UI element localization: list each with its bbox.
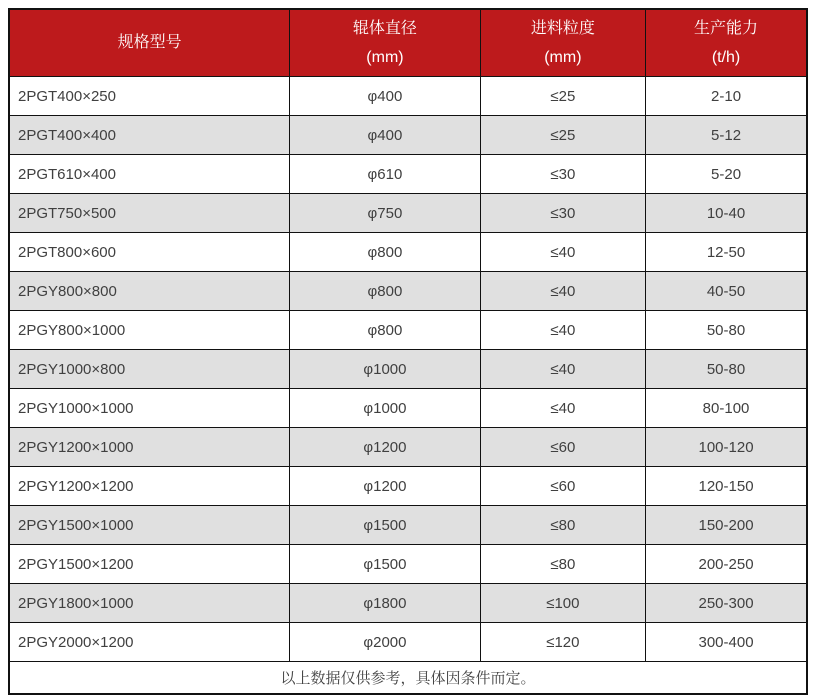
table-header (9, 9, 807, 77)
header-model-title: 规格型号 (117, 34, 182, 51)
table-row (9, 233, 807, 272)
header-diameter-unit: (mm) (366, 48, 404, 66)
model-cell: 2PGY1000×1000 (9, 389, 290, 428)
diameter-cell: φ750 (290, 194, 480, 233)
feed-size-cell: ≤60 (480, 467, 645, 506)
diameter-cell: φ1500 (290, 506, 480, 545)
table-row (9, 311, 807, 350)
table-row (9, 545, 807, 584)
feed-size-cell: ≤40 (480, 233, 645, 272)
feed-size-cell: ≤60 (480, 428, 645, 467)
feed-size-cell: ≤40 (480, 350, 645, 389)
model-cell: 2PGY1000×800 (9, 350, 290, 389)
table-row (9, 116, 807, 155)
feed-size-cell: ≤40 (480, 272, 645, 311)
feed-size-cell: ≤40 (480, 389, 645, 428)
diameter-cell: φ800 (290, 311, 480, 350)
table-row (9, 584, 807, 623)
capacity-cell: 12-50 (646, 233, 807, 272)
capacity-cell: 5-20 (646, 155, 807, 194)
footer-row (9, 662, 807, 695)
table-row (9, 77, 807, 116)
header-cell-capacity (646, 9, 807, 77)
feed-size-cell: ≤30 (480, 194, 645, 233)
model-cell: 2PGT610×400 (9, 155, 290, 194)
capacity-cell: 250-300 (646, 584, 807, 623)
capacity-cell: 150-200 (646, 506, 807, 545)
capacity-cell: 2-10 (646, 77, 807, 116)
diameter-cell: φ1500 (290, 545, 480, 584)
table-footer (9, 662, 807, 695)
model-cell: 2PGY1500×1000 (9, 506, 290, 545)
capacity-cell: 80-100 (646, 389, 807, 428)
diameter-cell: φ1200 (290, 467, 480, 506)
table-row (9, 272, 807, 311)
model-cell: 2PGY1200×1000 (9, 428, 290, 467)
model-cell: 2PGT400×250 (9, 77, 290, 116)
feed-size-cell: ≤80 (480, 545, 645, 584)
diameter-cell: φ1200 (290, 428, 480, 467)
table-body (9, 77, 807, 662)
model-cell: 2PGY2000×1200 (9, 623, 290, 662)
table-row (9, 428, 807, 467)
spec-table (8, 8, 808, 695)
model-cell: 2PGT800×600 (9, 233, 290, 272)
header-cell-diameter (290, 9, 480, 77)
header-feed-size-title: 进料粒度 (530, 19, 595, 37)
footnote: 以上数据仅供参考，具体因条件而定。 (9, 662, 807, 695)
table-row (9, 506, 807, 545)
model-cell: 2PGY1200×1200 (9, 467, 290, 506)
spec-table-container (8, 8, 808, 695)
diameter-cell: φ800 (290, 272, 480, 311)
model-cell: 2PGY800×1000 (9, 311, 290, 350)
capacity-cell: 40-50 (646, 272, 807, 311)
capacity-cell: 10-40 (646, 194, 807, 233)
table-row (9, 467, 807, 506)
diameter-cell: φ2000 (290, 623, 480, 662)
capacity-cell: 50-80 (646, 311, 807, 350)
model-cell: 2PGY1800×1000 (9, 584, 290, 623)
table-row (9, 389, 807, 428)
model-cell: 2PGT400×400 (9, 116, 290, 155)
diameter-cell: φ800 (290, 233, 480, 272)
feed-size-cell: ≤30 (480, 155, 645, 194)
capacity-cell: 120-150 (646, 467, 807, 506)
feed-size-cell: ≤100 (480, 584, 645, 623)
diameter-cell: φ1000 (290, 389, 480, 428)
feed-size-cell: ≤80 (480, 506, 645, 545)
header-diameter-title: 辊体直径 (352, 19, 417, 37)
diameter-cell: φ400 (290, 116, 480, 155)
header-cell-model (9, 9, 290, 77)
capacity-cell: 200-250 (646, 545, 807, 584)
diameter-cell: φ1800 (290, 584, 480, 623)
diameter-cell: φ400 (290, 77, 480, 116)
capacity-cell: 5-12 (646, 116, 807, 155)
capacity-cell: 100-120 (646, 428, 807, 467)
feed-size-cell: ≤40 (480, 311, 645, 350)
header-capacity-title: 生产能力 (694, 19, 759, 37)
feed-size-cell: ≤120 (480, 623, 645, 662)
feed-size-cell: ≤25 (480, 77, 645, 116)
feed-size-cell: ≤25 (480, 116, 645, 155)
model-cell: 2PGT750×500 (9, 194, 290, 233)
diameter-cell: φ610 (290, 155, 480, 194)
header-feed-size-unit: (mm) (544, 48, 582, 66)
table-row (9, 623, 807, 662)
model-cell: 2PGY800×800 (9, 272, 290, 311)
capacity-cell: 50-80 (646, 350, 807, 389)
diameter-cell: φ1000 (290, 350, 480, 389)
table-row (9, 350, 807, 389)
header-row (9, 9, 807, 77)
table-row (9, 194, 807, 233)
capacity-cell: 300-400 (646, 623, 807, 662)
header-capacity-unit: (t/h) (711, 48, 741, 66)
model-cell: 2PGY1500×1200 (9, 545, 290, 584)
table-row (9, 155, 807, 194)
header-cell-feed-size (480, 9, 645, 77)
